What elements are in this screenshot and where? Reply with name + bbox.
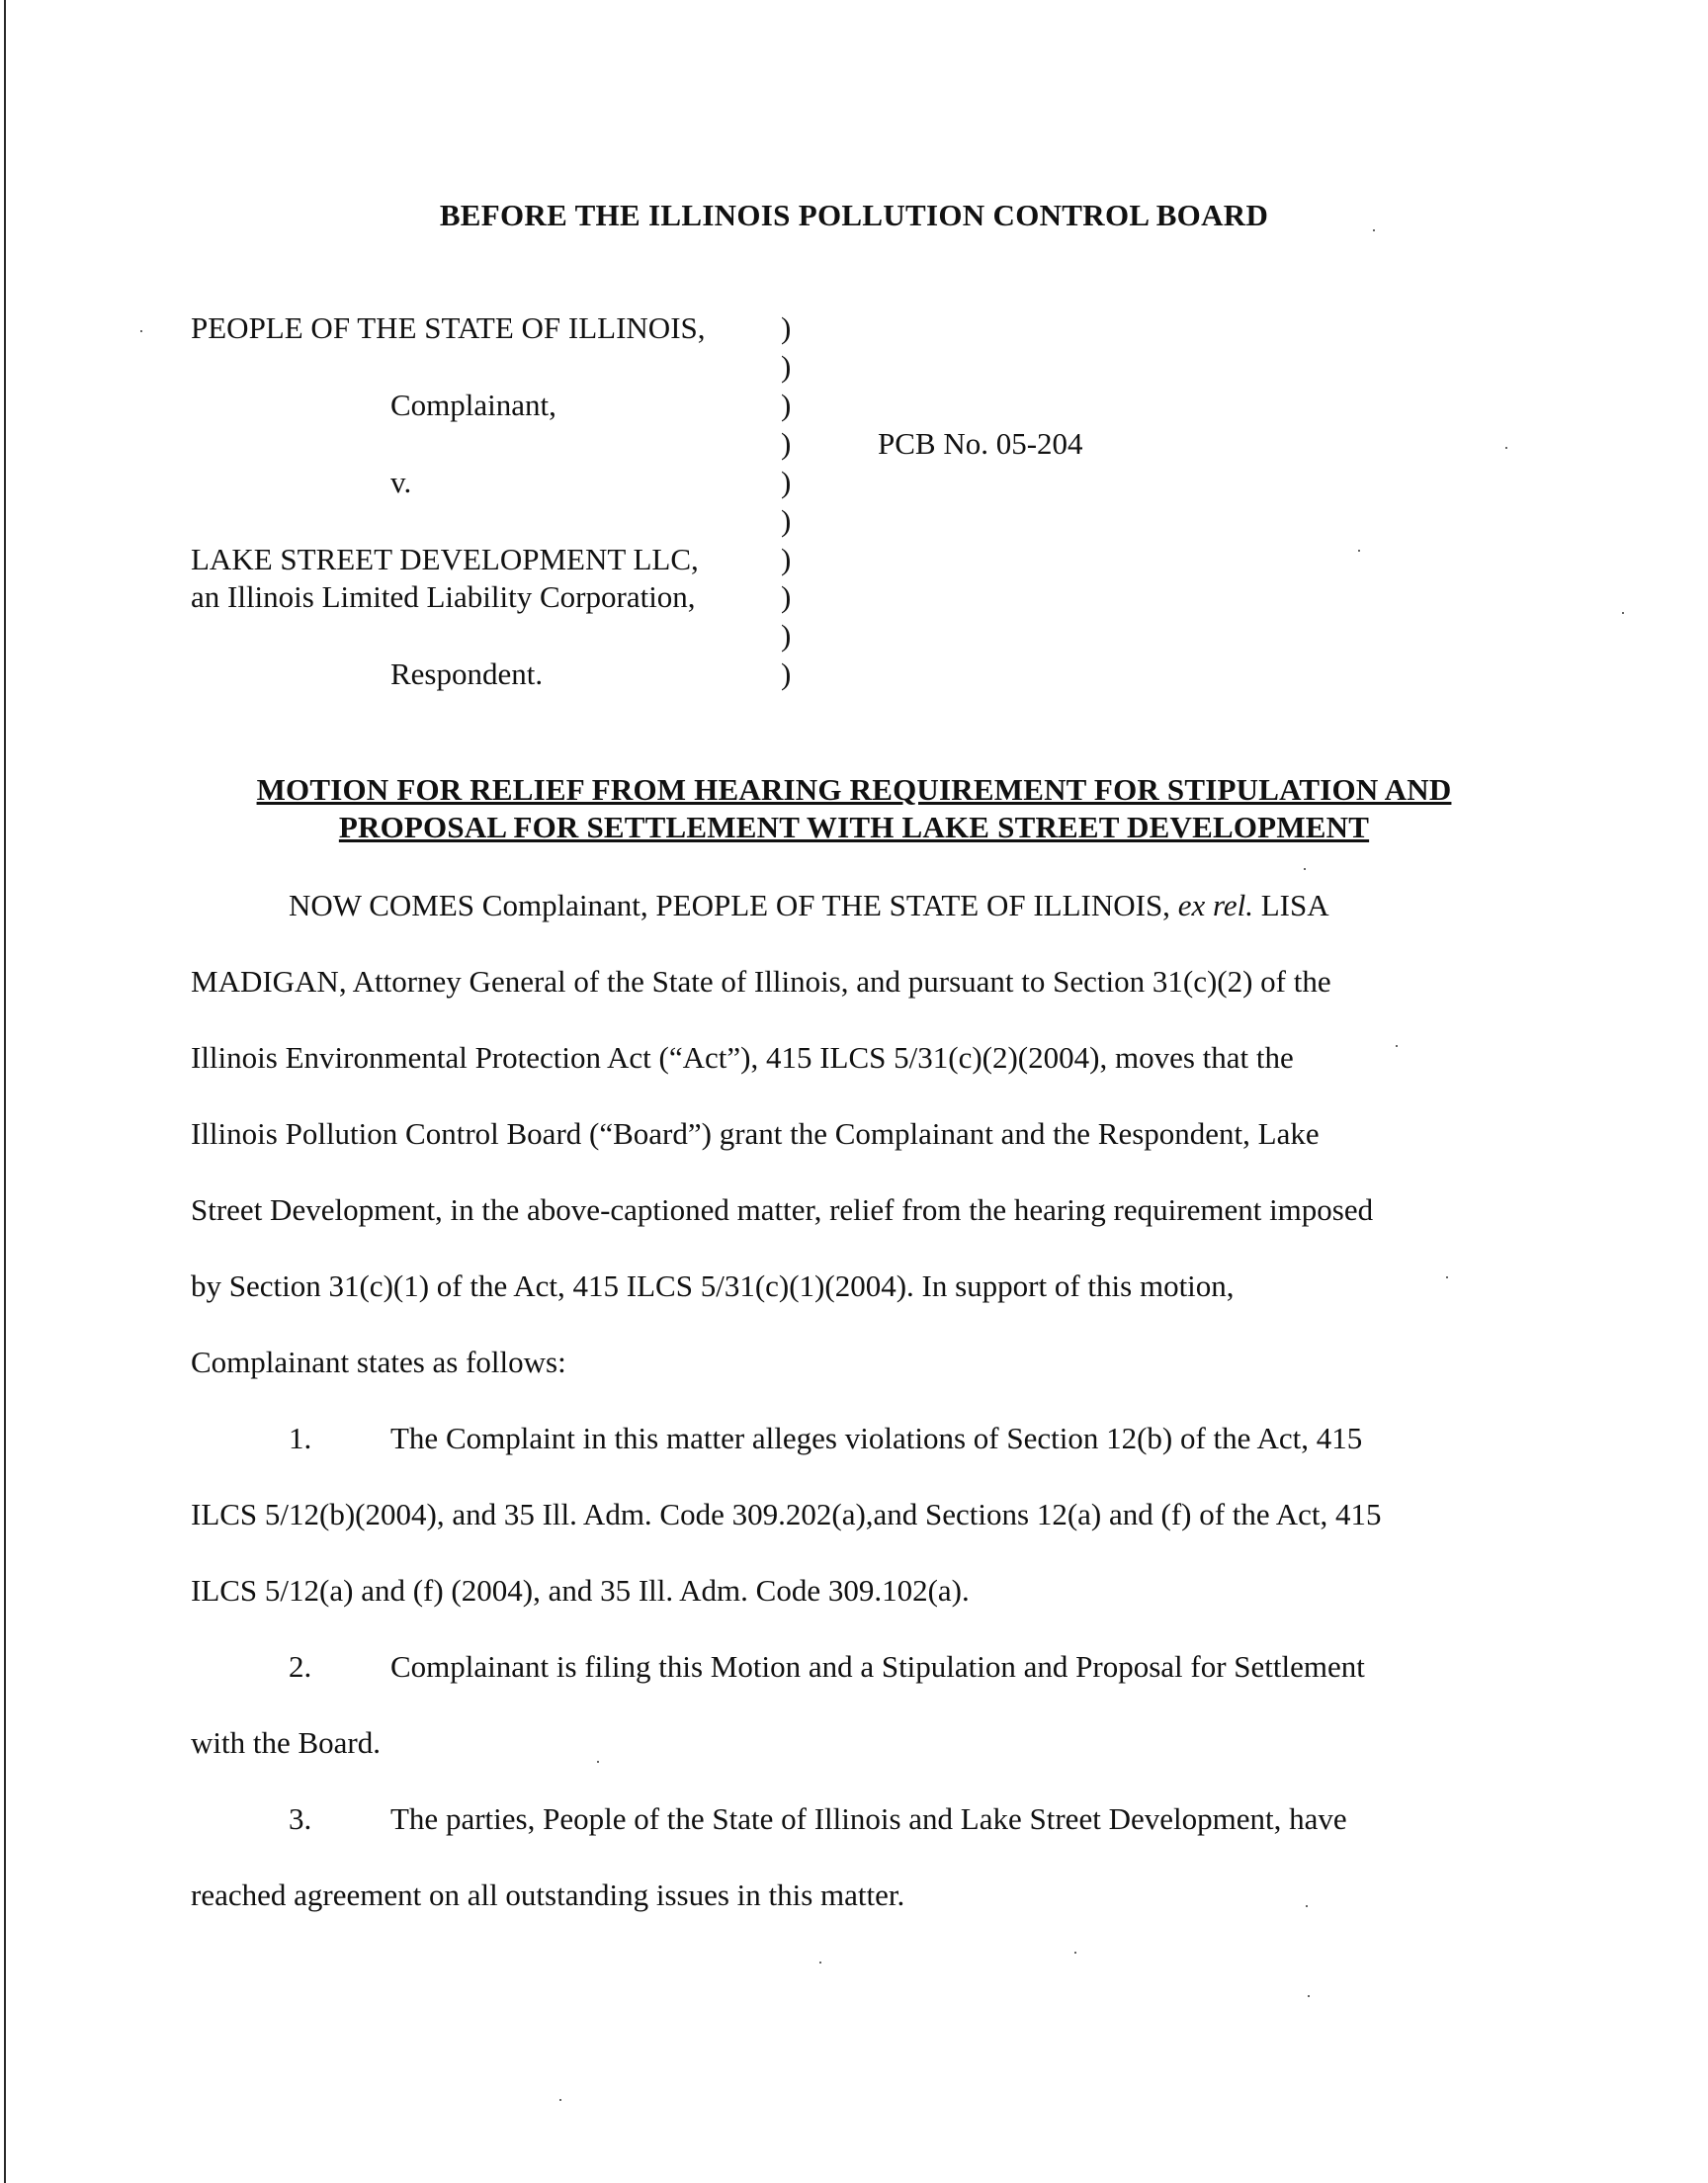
scan-speck	[559, 2099, 561, 2101]
scan-speck	[1373, 229, 1375, 231]
page-edge-rule	[4, 0, 6, 2183]
respondent-party: LAKE STREET DEVELOPMENT LLC,	[191, 542, 699, 576]
complainant-role: Complainant,	[390, 388, 556, 422]
paragraph-number: 1.	[289, 1421, 312, 1455]
scan-speck	[1505, 447, 1507, 449]
scan-speck	[140, 330, 142, 332]
caption-paren: )	[781, 465, 792, 499]
paragraph-1-line-1: The Complaint in this matter alleges violations of Section 12(b) of the Act, 415	[390, 1421, 1363, 1455]
intro-line-5: Street Development, in the above-captioned matter, relief from the hearing requirement imposed	[191, 1192, 1374, 1227]
caption-paren: )	[781, 503, 792, 538]
scan-speck	[1358, 550, 1360, 552]
paragraph-3-line-2: reached agreement on all outstanding issues in this matter.	[191, 1877, 905, 1912]
caption-paren: )	[781, 349, 792, 384]
paragraph-1-line-2: ILCS 5/12(b)(2004), and 35 Ill. Adm. Code 309.202(a),and Sections 12(a) and (f) of the Act, 415	[191, 1497, 1382, 1531]
motion-title-line-2: PROPOSAL FOR SETTLEMENT WITH LAKE STREET DEVELOPMENT	[338, 810, 1370, 844]
intro-line-7: Complainant states as follows:	[191, 1345, 566, 1379]
complainant-party: PEOPLE OF THE STATE OF ILLINOIS,	[191, 310, 706, 345]
scan-speck	[597, 1761, 599, 1763]
case-number: PCB No. 05-204	[878, 426, 1083, 461]
respondent-description: an Illinois Limited Liability Corporation,	[191, 579, 696, 614]
paragraph-2-line-1: Complainant is filing this Motion and a Stipulation and Proposal for Settlement	[390, 1649, 1365, 1684]
caption-paren: )	[781, 656, 792, 691]
caption-paren: )	[781, 388, 792, 422]
versus-label: v.	[390, 465, 412, 499]
motion-title	[0, 771, 1708, 846]
paragraph-3-line-1: The parties, People of the State of Illinois and Lake Street Development, have	[390, 1801, 1347, 1836]
caption-paren: )	[781, 310, 792, 345]
paragraph-number: 2.	[289, 1649, 312, 1684]
caption-paren: )	[781, 579, 792, 614]
caption-paren: )	[781, 542, 792, 576]
respondent-role: Respondent.	[390, 656, 544, 691]
motion-title-line-1: MOTION FOR RELIEF FROM HEARING REQUIREMENT FOR STIPULATION AND	[256, 772, 1452, 807]
scan-speck	[1304, 868, 1306, 870]
scan-speck	[819, 1962, 821, 1964]
scan-speck	[1306, 1905, 1308, 1907]
scan-speck	[1308, 1995, 1310, 1997]
intro-line-1-post: LISA	[1260, 888, 1329, 922]
intro-line-3: Illinois Environmental Protection Act (“Act”), 415 ILCS 5/31(c)(2)(2004), moves that the	[191, 1040, 1294, 1075]
intro-line-6: by Section 31(c)(1) of the Act, 415 ILCS 5/31(c)(1)(2004). In support of this motion,	[191, 1268, 1235, 1303]
intro-line-2: MADIGAN, Attorney General of the State of Illinois, and pursuant to Section 31(c)(2) of the	[191, 964, 1331, 999]
scan-speck	[1396, 1045, 1398, 1047]
intro-line-1-pre: NOW COMES Complainant, PEOPLE OF THE STATE OF ILLINOIS,	[289, 888, 1170, 922]
scan-speck	[1446, 1276, 1448, 1278]
paragraph-number: 3.	[289, 1801, 312, 1836]
paragraph-1-line-3: ILCS 5/12(a) and (f) (2004), and 35 Ill. Adm. Code 309.102(a).	[191, 1573, 970, 1608]
caption-paren: )	[781, 618, 792, 653]
caption-paren: )	[781, 426, 792, 461]
paragraph-2-line-2: with the Board.	[191, 1725, 381, 1760]
intro-line-1-italic: ex rel.	[1177, 888, 1253, 922]
scan-speck	[1074, 1952, 1076, 1954]
scan-speck	[1622, 612, 1624, 614]
court-heading: BEFORE THE ILLINOIS POLLUTION CONTROL BOARD	[439, 198, 1269, 232]
intro-line-1	[289, 888, 1329, 923]
intro-line-4: Illinois Pollution Control Board (“Board”) grant the Complainant and the Respondent, Lake	[191, 1116, 1320, 1151]
